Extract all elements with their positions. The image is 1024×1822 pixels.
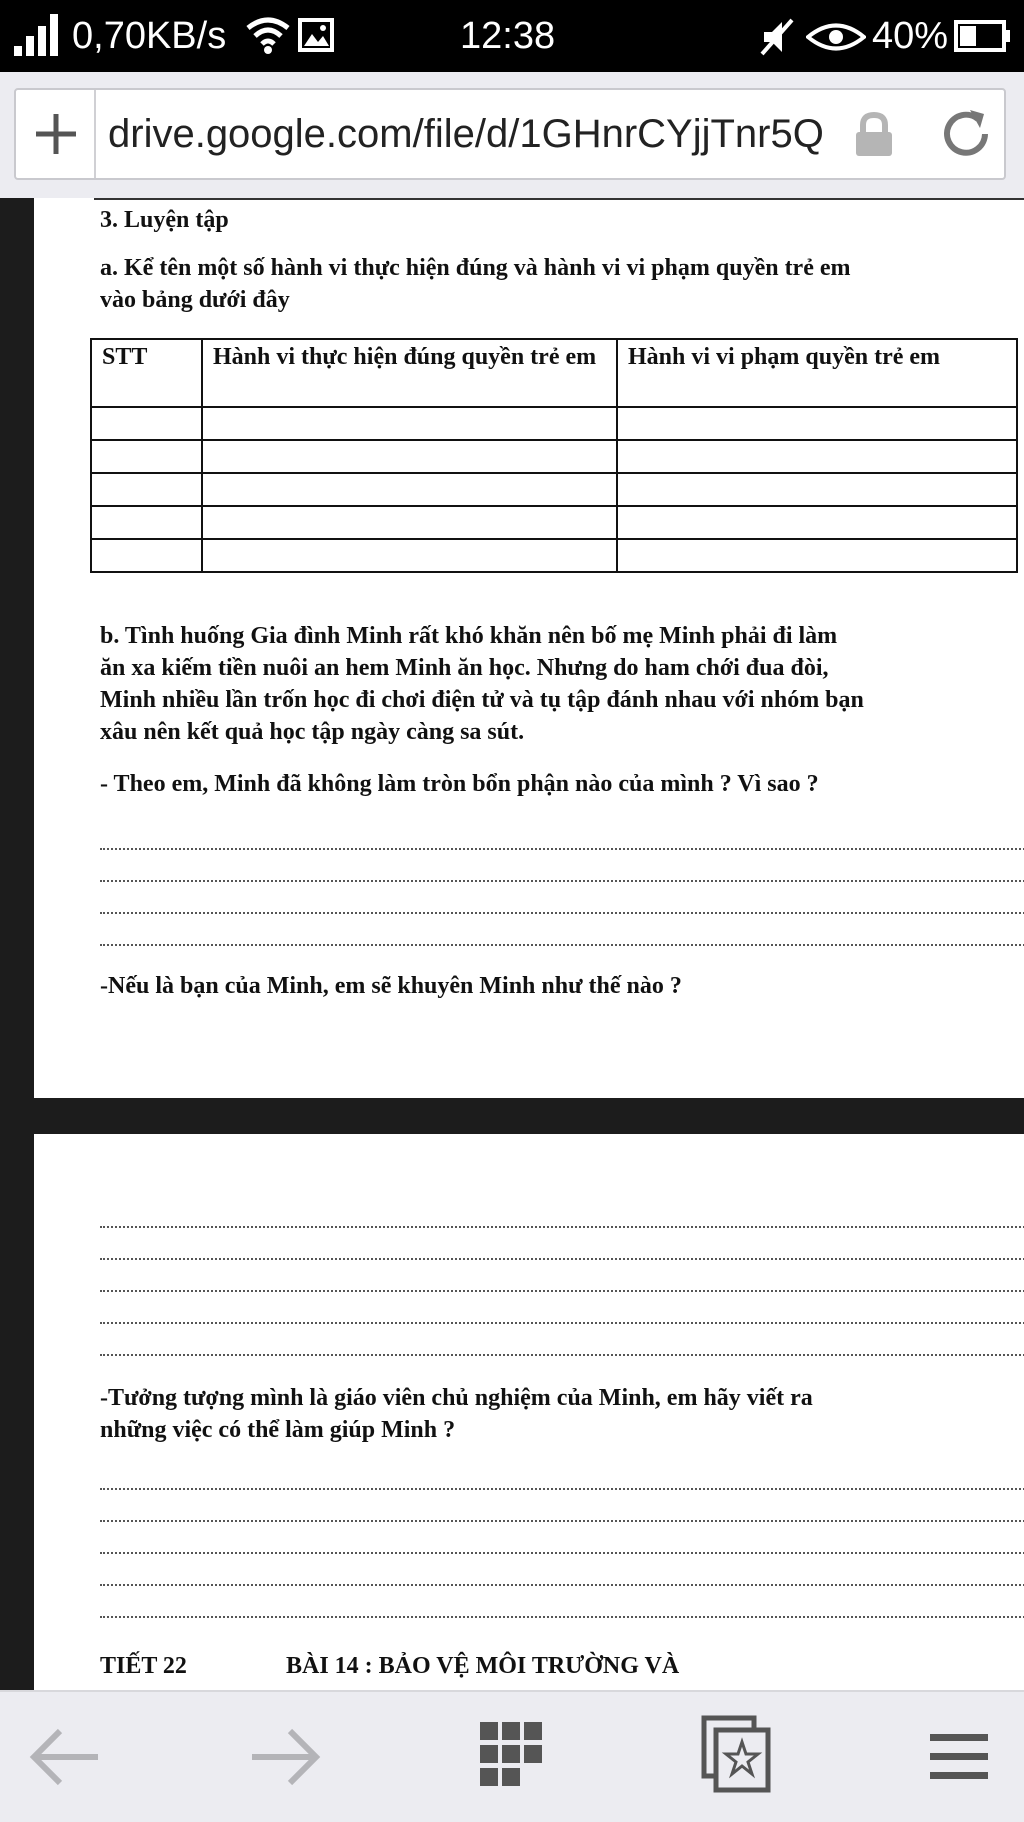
- url-box[interactable]: [14, 88, 1006, 180]
- back-button[interactable]: [14, 1712, 114, 1802]
- network-speed: 0,70KB/s: [72, 15, 227, 57]
- answer-line: [100, 1322, 1024, 1324]
- question-3-line-2: những việc có thể làm giúp Minh ?: [100, 1417, 456, 1443]
- footer-title: BÀI 14 : BẢO VỆ MÔI TRƯỜNG VÀ: [286, 1653, 680, 1679]
- table-row: [91, 407, 1017, 440]
- table-row: [91, 539, 1017, 572]
- answer-line: [100, 1616, 1024, 1618]
- footer-lesson: TIẾT 22: [100, 1653, 187, 1679]
- question-3-line-1: -Tưởng tượng mình là giáo viên chủ nghiệm của Minh, em hãy viết ra: [100, 1385, 813, 1411]
- menu-icon: [910, 1712, 1010, 1802]
- page-top-rule: [94, 198, 1024, 200]
- part-a-line-1: a. Kể tên một số hành vi thực hiện đúng và hành vi vi phạm quyền trẻ em: [100, 255, 851, 281]
- section-title: 3. Luyện tập: [100, 207, 229, 233]
- document-page-1: [34, 198, 1024, 1098]
- url-text[interactable]: drive.google.com/file/d/1GHnrCYjjTnr5Q: [108, 112, 824, 156]
- answer-line: [100, 1552, 1024, 1554]
- battery-percent: 40%: [872, 15, 949, 57]
- situation-line-3: Minh nhiều lần trốn học đi chơi điện tử và tụ tập đánh nhau với nhóm bạn: [100, 687, 864, 713]
- lock-icon: [852, 112, 896, 158]
- table-row: [91, 473, 1017, 506]
- question-1: - Theo em, Minh đã không làm tròn bổn phận nào của mình ? Vì sao ?: [100, 771, 819, 797]
- grid-icon: [460, 1712, 560, 1802]
- mute-icon: [758, 18, 798, 56]
- table-header-stt: STT: [91, 339, 202, 407]
- plus-icon: [16, 90, 96, 178]
- table-header-correct: Hành vi thực hiện đúng quyền trẻ em: [202, 339, 617, 407]
- table-header-row: [91, 339, 1017, 407]
- tabs-button[interactable]: [688, 1712, 788, 1802]
- situation-line-2: ăn xa kiếm tiền nuôi an hem Minh ăn học. Nhưng do ham chới đua đòi,: [100, 655, 829, 681]
- battery-icon: [954, 20, 1012, 52]
- wifi-icon: [246, 16, 290, 54]
- tabs-icon: [688, 1712, 788, 1802]
- situation-line-1: b. Tình huống Gia đình Minh rất khó khăn nên bố mẹ Minh phải đi làm: [100, 623, 838, 649]
- answer-line: [100, 1584, 1024, 1586]
- answer-line: [100, 1520, 1024, 1522]
- table-header-violation: Hành vi vi phạm quyền trẻ em: [617, 339, 1017, 407]
- eye-icon: [806, 22, 866, 52]
- part-a-line-2: vào bảng dưới đây: [100, 287, 290, 313]
- clock: 12:38: [460, 15, 556, 57]
- bottom-navigation: [0, 1690, 1024, 1822]
- forward-button[interactable]: [236, 1712, 336, 1802]
- answer-line: [100, 880, 1024, 882]
- reload-icon[interactable]: [936, 104, 996, 164]
- question-2: -Nếu là bạn của Minh, em sẽ khuyên Minh như thế nào ?: [100, 973, 682, 999]
- answer-line: [100, 848, 1024, 850]
- image-icon: [298, 18, 334, 52]
- answer-line: [100, 912, 1024, 914]
- answer-line: [100, 1488, 1024, 1490]
- answer-line: [100, 944, 1024, 946]
- forward-arrow-icon: [236, 1712, 336, 1802]
- new-tab-button[interactable]: [16, 90, 96, 178]
- rights-table: [90, 338, 1018, 573]
- status-bar: [0, 0, 1024, 72]
- signal-icon: [14, 14, 64, 56]
- answer-line: [100, 1354, 1024, 1356]
- answer-line: [100, 1290, 1024, 1292]
- answer-line: [100, 1226, 1024, 1228]
- document-page-2: [34, 1134, 1024, 1690]
- table-row: [91, 440, 1017, 473]
- apps-button[interactable]: [460, 1712, 560, 1802]
- address-bar: [0, 72, 1024, 198]
- menu-button[interactable]: [910, 1712, 1010, 1802]
- table-row: [91, 506, 1017, 539]
- document-viewer[interactable]: [0, 198, 1024, 1690]
- answer-line: [100, 1258, 1024, 1260]
- situation-line-4: xâu nên kết quả học tập ngày càng sa sút.: [100, 719, 525, 745]
- back-arrow-icon: [14, 1712, 114, 1802]
